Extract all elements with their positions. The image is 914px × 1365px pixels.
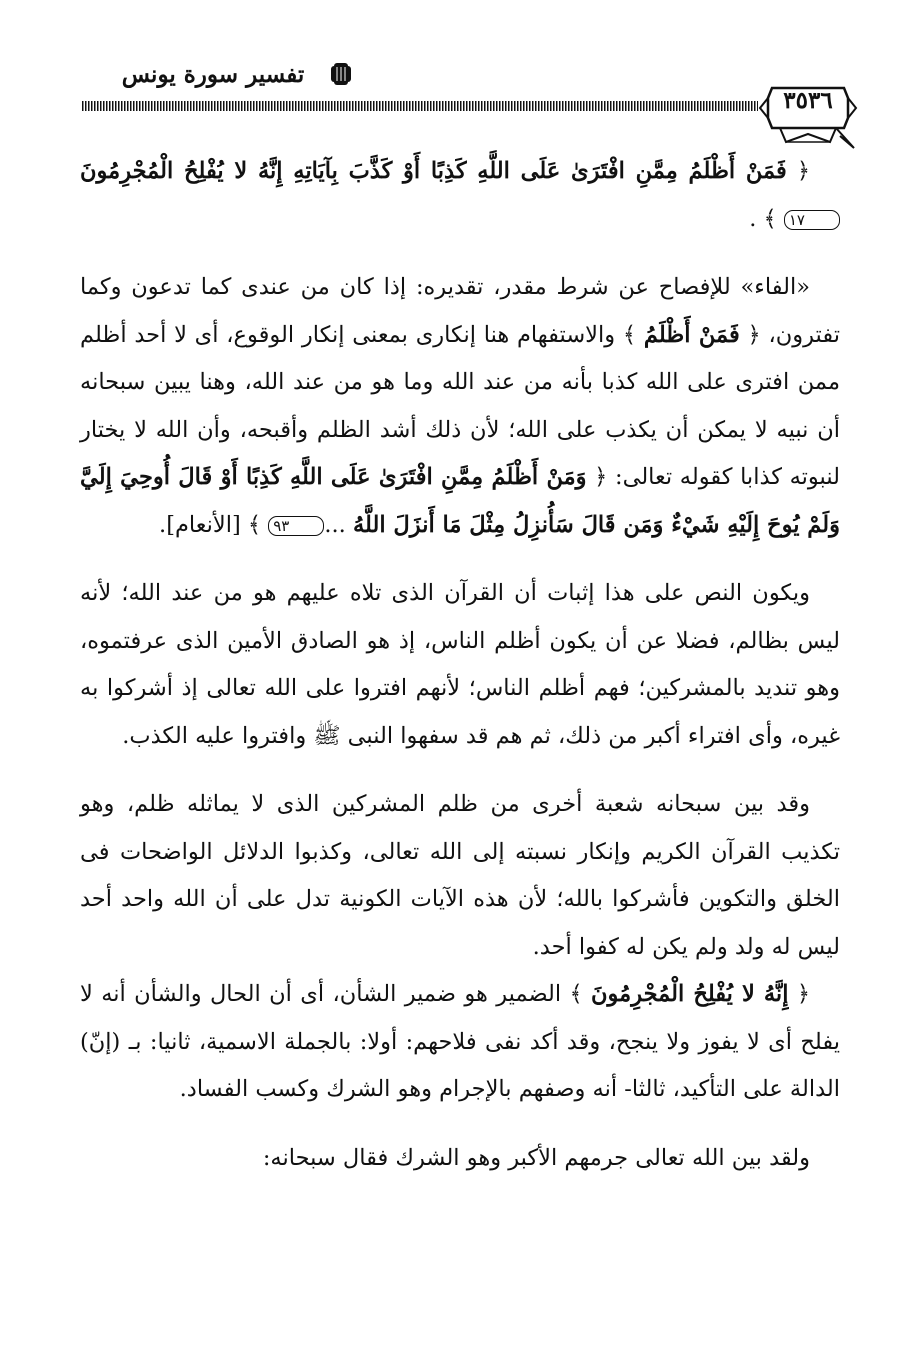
verse-open-bracket: ﴿ [747,321,761,348]
opening-verse [80,148,840,243]
verse-open-bracket: ﴿ [594,464,608,490]
quoted-verse: وَمَنْ أَظْلَمُ مِمَّنِ افْتَرَىٰ عَلَى اللَّهِ كَذِبًا أَوْ قَالَ أُوحِيَ إِلَيَّ وَلَمْ يُوحَ إِلَيْهِ شَيْءٌ وَمَن قَالَ سَأُنزِلُ مِثْلَ مَا أَنزَلَ اللَّهُ [80,464,840,538]
verse-open-bracket: ﴿ [796,158,811,184]
verse-text: فَمَنْ أَظْلَمُ مِمَّنِ افْتَرَىٰ عَلَى اللَّهِ كَذِبًا أَوْ كَذَّبَ بِآيَاتِهِ إِنَّهُ لا يُفْلِحُ الْمُجْرِمُونَ [80,158,787,184]
commentary-paragraph-1 [80,264,840,549]
verse-open-bracket: ﴿ [796,981,811,1007]
header-dotted-rule [82,101,758,111]
running-header-title: تفسير سورة يونس [121,61,305,88]
commentary-paragraph-4 [80,971,840,1114]
ellipsis: ... [324,511,353,538]
paragraph-text: والاستفهام هنا إنكارى بمعنى إنكار الوقوع، أى لا أحد أظلم ممن افترى على الله كذبا بأنه من عند الله وما هو من عند الله، وهنا يبين سبحانه أن نبيه لا يمكن أن يكذب على الله؛ لأن ذلك أشد الظلم وأقبحه، وأن الله لا يختار لنبوته كذابا كقوله تعالى: [80,321,840,490]
ayah-number-marker: ٩٣ [268,516,324,536]
commentary-paragraph-2: ويكون النص على هذا إثبات أن القرآن الذى تلاه عليهم هو من عند الله؛ لأنه ليس بظالم، فضلا عن أن يكون أظلم الناس، إذ هو الصادق الأمين الذى عرفتموه، وهو تنديد بالمشركين؛ فهم أظلم الناس؛ لأنهم افتروا على الله تعالى إذ أشركوا به غيره، وأى افتراء أكبر من ذلك، ثم هم قد سفهوا النبى ﷺ وافتروا عليه الكذب. [80,580,840,749]
paragraph-text: الضمير هو ضمير الشأن، أى أن الحال والشأن أنه لا يفلح أى لا يفوز ولا ينجح، وقد أكد نفى فلاحهم: أولا: بالجملة الاسمية، ثانيا: بـ (إنّ) الدالة على التأكيد، ثالثا- أنه وصفهم بالإجرام وهو الشرك وكسب الفساد. [80,981,840,1102]
book-ornament-icon [330,62,352,86]
commentary-paragraph-5: ولقد بين الله تعالى جرمهم الأكبر وهو الشرك فقال سبحانه: [262,1144,810,1171]
verse-close-bracket: ﴾ [569,981,583,1007]
verse-close-bracket: ﴾ [247,511,262,538]
surah-reference: [الأنعام]. [159,511,248,538]
quoted-verse: إِنَّهُ لا يُفْلِحُ الْمُجْرِمُونَ [591,981,789,1007]
verse-close-bracket: ﴾ . [749,205,777,232]
commentary-paragraph-3: وقد بين سبحانه شعبة أخرى من ظلم المشركين الذى لا يماثله ظلم، وهو تكذيب القرآن الكريم وإنكار نسبته إلى الله تعالى، وكذبوا الدلائل الواضحات فى الخلق والتكوين فأشركوا بالله؛ لأن هذه الآيات الكونية تدل على أن الله واحد أحد ليس له ولد ولم يكن له كفوا أحد. [80,791,840,960]
paragraph-text: «الفاء» للإفصاح عن شرط مقدر، تقديره: إذا كان من عندى كما تدعون وكما تفترون، [80,274,840,348]
quoted-verse: فَمَنْ أَظْلَمُ [643,321,740,348]
verse-close-bracket: ﴾ [622,321,637,348]
page-number: ٣٥٣٦ [783,87,833,114]
page-body [80,148,840,1182]
ayah-number-marker: ١٧ [784,210,840,230]
